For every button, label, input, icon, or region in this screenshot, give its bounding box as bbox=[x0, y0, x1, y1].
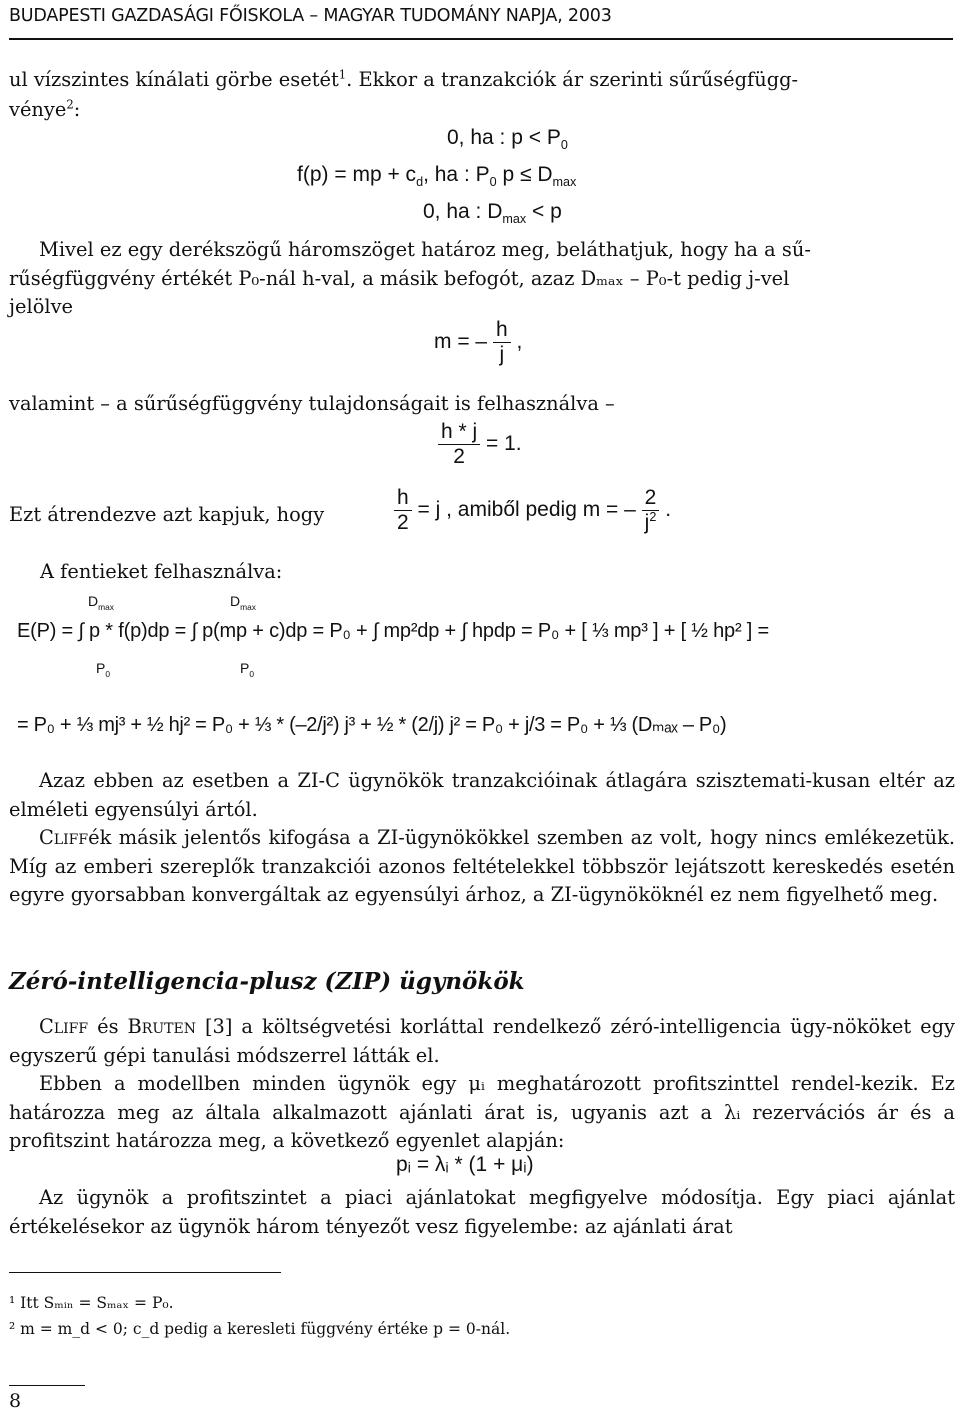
footnote-1: ¹ Itt Sₘᵢₙ = Sₘₐₓ = P₀. bbox=[9, 1294, 174, 1312]
paragraph-valamint: valamint – a sűrűségfüggvény tulajdonságait is felhasználva – bbox=[9, 392, 615, 415]
paragraph-ebben: Ebben a modellben minden ügynök egy μᵢ meghatározott profitszinttel rendel-kezik. Ez határozza meg az általa alkalmazott ajánlati árat is, ugyanis azt a λᵢ rezervációs ár és a profitszint határozza meg, a következő egyenlet alapján: bbox=[9, 1072, 955, 1153]
header-rule bbox=[9, 38, 953, 40]
paragraph-mivel: Mivel ez egy derékszögű háromszöget határoz meg, beláthatjuk, hogy ha a sű- rűségfüggvény értékét P₀-nál h-val, a másik befogót, azaz Dₘₐₓ – P₀-t pedig j-vel jelölve bbox=[9, 238, 811, 319]
paragraph-cliff: Cliffék másik jelentős kifogása a ZI-ügynökökkel szemben az volt, hogy nincs emlékezetük. Míg az emberi szereplők tranzakciói azonos feltételekkel többször lejátszott kereskedés esetén egyre gyorsabban konvergáltak az egyensúlyi árhoz, a ZI-ügynököknél ez nem figyelhető meg. bbox=[9, 826, 955, 907]
equation-ezt: $\frac{h}{2}$ = j , amiből pedig m = – $\frac{2}{j^2}$ . bbox=[394, 486, 671, 535]
intro-line-1: ul vízszintes kínálati görbe esetét$^1$. Ekkor a tranzakciók ár szerinti sűrűségfügg- bbox=[9, 67, 799, 91]
integral-lower-limit-1: $P_0$ bbox=[96, 660, 111, 679]
piecewise-case-1: 0, ha : $p < P_0$ bbox=[447, 126, 568, 153]
integral-upper-limit-2: $D_{max}$ bbox=[230, 593, 256, 612]
integral-upper-limit-1: $D_{max}$ bbox=[88, 593, 114, 612]
running-header: BUDAPESTI GAZDASÁGI FŐISKOLA – MAGYAR TUDOMÁNY NAPJA, 2003 bbox=[9, 6, 612, 26]
footnote-2: ² m = m_d < 0; c_d pedig a keresleti függvény értéke p = 0-nál. bbox=[9, 1320, 511, 1338]
page-number-rule bbox=[9, 1385, 85, 1386]
section-heading: Zéró-intelligencia-plusz (ZIP) ügynökök bbox=[9, 968, 525, 995]
paragraph-fentieket: A fentieket felhasználva: bbox=[40, 560, 283, 583]
equation-price: pᵢ = λᵢ * (1 + μᵢ) bbox=[396, 1153, 534, 1176]
piecewise-case-2: f(p) = mp + $c_d$, ha : $P_0$ $p \le D_{max}$ bbox=[297, 163, 577, 190]
intro-line-2: vénye$^2$: bbox=[9, 97, 81, 121]
equation-m: m = – $\frac{h}{j}$ , bbox=[434, 318, 523, 366]
page-number: 8 bbox=[9, 1390, 22, 1412]
paragraph-az-ugynok: Az ügynök a profitszintet a piaci ajánlatokat megfigyelve módosítja. Egy piaci ajánlat értékelésekor az ügynök három tényezőt vesz figyelembe: az ajánlati árat bbox=[9, 1186, 955, 1238]
piecewise-case-3: 0, ha : $D_{max} < p$ bbox=[423, 200, 562, 227]
equation-expected-value: E(P) = ∫ p * f(p)dp = ∫ p(mp + c)dp = P₀ + ∫ mp²dp + ∫ hpdp = P₀ + [ ⅓ mp³ ] + [ ½ hp² ] = bbox=[17, 620, 769, 642]
integral-lower-limit-2: $P_0$ bbox=[240, 660, 255, 679]
equation-area: $\frac{h * j}{2}$ = 1. bbox=[438, 420, 522, 469]
paragraph-zip: Cliff és Bruten [3] a költségvetési korláttal rendelkező zéró-intelligencia ügy-nököket egy egyszerű gépi tanulási módszerrel látták el. bbox=[9, 1015, 955, 1067]
paragraph-ezt: Ezt átrendezve azt kapjuk, hogy bbox=[9, 503, 325, 526]
equation-expected-value-result: = P₀ + ⅓ mj³ + ½ hj² = P₀ + ⅓ * (–2/j²) j³ + ½ * (2/j) j² = P₀ + j/3 = P₀ + ⅓ (Dₘₐₓ – P₀) bbox=[17, 714, 727, 736]
paragraph-azaz: Azaz ebben az esetben a ZI-C ügynökök tranzakcióinak átlagára szisztemati-kusan eltér az elméleti egyensúlyi ártól. bbox=[9, 769, 955, 821]
footnote-rule bbox=[9, 1272, 281, 1273]
